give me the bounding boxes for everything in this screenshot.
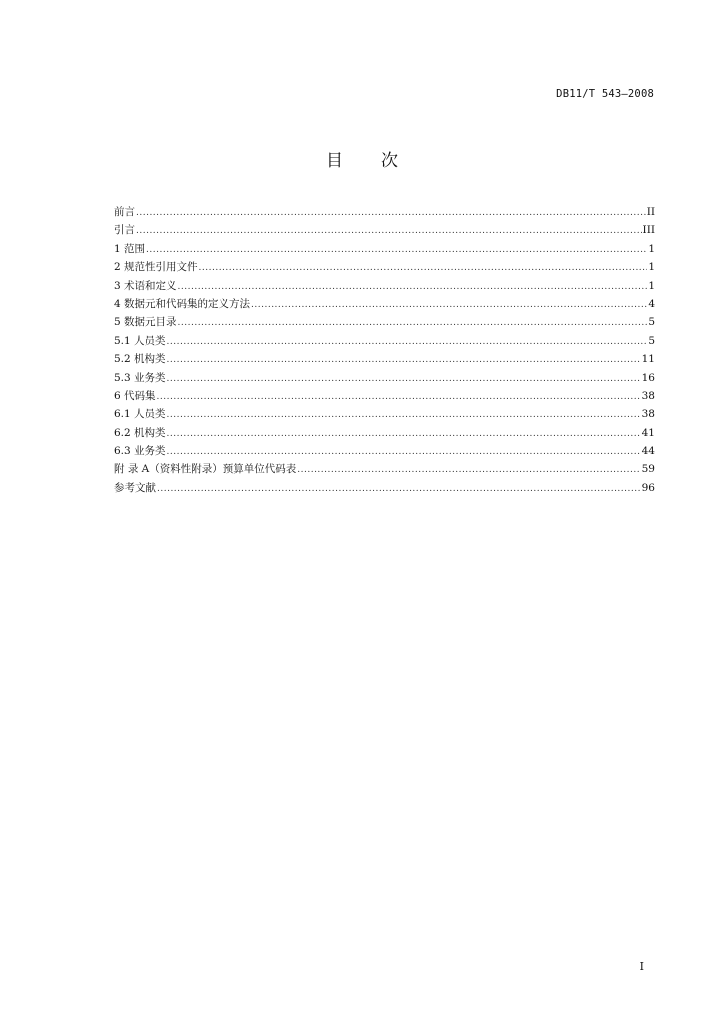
toc-entry-bibliography[interactable]	[114, 480, 655, 498]
toc-entry-6-3-business[interactable]	[114, 443, 655, 461]
toc-leader-dots	[136, 226, 642, 236]
toc-entry-6-2-organization[interactable]	[114, 425, 655, 443]
toc-title	[0, 146, 724, 171]
toc-leader-dots	[157, 392, 641, 402]
toc-leader-dots	[157, 484, 641, 494]
toc-leader-dots	[297, 465, 640, 475]
toc-leader-dots	[167, 355, 641, 365]
toc-entry-normative-references[interactable]	[114, 259, 655, 277]
toc-entry-scope[interactable]	[114, 241, 655, 259]
toc-entry-terms[interactable]	[114, 278, 655, 296]
toc-entry-page: 1	[648, 242, 655, 255]
toc-entry-label: 5 数据元目录	[114, 316, 177, 329]
toc-title-part2: 次	[381, 151, 398, 171]
toc-entry-label: 参考文献	[114, 481, 156, 494]
toc-entry-6-1-personnel[interactable]	[114, 406, 655, 424]
toc-entry-data-element-catalog[interactable]	[114, 314, 655, 332]
toc-leader-dots	[251, 300, 647, 310]
toc-entry-appendix-a[interactable]	[114, 461, 655, 479]
toc-leader-dots	[167, 337, 648, 347]
toc-leader-dots	[178, 318, 648, 328]
toc-list	[114, 204, 655, 498]
toc-leader-dots	[167, 374, 641, 384]
toc-entry-page: 59	[641, 463, 655, 476]
toc-entry-label: 2 规范性引用文件	[114, 261, 198, 274]
toc-entry-page: 4	[648, 297, 655, 310]
toc-entry-page: 41	[641, 426, 655, 439]
toc-leader-dots	[136, 208, 646, 218]
toc-entry-label: 5.3 业务类	[114, 371, 166, 384]
toc-entry-page: 44	[641, 445, 655, 458]
toc-leader-dots	[199, 263, 648, 273]
toc-entry-label: 前言	[114, 206, 135, 218]
toc-entry-5-3-business[interactable]	[114, 370, 655, 388]
toc-entry-label: 6.3 业务类	[114, 445, 166, 458]
toc-entry-label: 5.1 人员类	[114, 334, 166, 347]
toc-title-part1: 目	[326, 151, 343, 171]
toc-leader-dots	[146, 245, 647, 255]
toc-leader-dots	[167, 410, 641, 420]
toc-entry-label: 5.2 机构类	[114, 353, 166, 366]
toc-entry-label: 6.2 机构类	[114, 426, 166, 439]
toc-entry-page: 38	[641, 389, 655, 402]
page-number: I	[639, 960, 644, 973]
toc-entry-page: 38	[641, 408, 655, 421]
toc-entry-definition-methods[interactable]	[114, 296, 655, 314]
toc-entry-5-2-organization[interactable]	[114, 351, 655, 369]
toc-entry-page: 1	[648, 279, 655, 292]
toc-entry-page: III	[642, 224, 655, 237]
toc-entry-introduction[interactable]	[114, 222, 655, 240]
toc-entry-label: 引言	[114, 224, 135, 237]
toc-entry-label: 6 代码集	[114, 389, 156, 402]
toc-entry-code-sets[interactable]	[114, 388, 655, 406]
toc-entry-page: 96	[641, 481, 655, 494]
toc-leader-dots	[167, 429, 641, 439]
toc-entry-label: 4 数据元和代码集的定义方法	[114, 297, 251, 310]
toc-entry-page: 11	[641, 353, 655, 366]
toc-entry-page: II	[646, 206, 655, 218]
toc-entry-5-1-personnel[interactable]	[114, 333, 655, 351]
toc-leader-dots	[167, 447, 641, 457]
toc-entry-page: 5	[648, 316, 655, 329]
toc-entry-foreword[interactable]	[114, 204, 655, 222]
toc-leader-dots	[178, 282, 648, 292]
toc-entry-label: 1 范围	[114, 242, 146, 255]
toc-entry-page: 16	[641, 371, 655, 384]
toc-entry-label: 附 录 A（资料性附录）预算单位代码表	[114, 463, 297, 476]
document-code: DB11/T 543—2008	[556, 88, 654, 100]
toc-entry-page: 1	[648, 261, 655, 274]
toc-entry-label: 6.1 人员类	[114, 408, 166, 421]
toc-entry-label: 3 术语和定义	[114, 279, 177, 292]
toc-entry-page: 5	[648, 334, 655, 347]
